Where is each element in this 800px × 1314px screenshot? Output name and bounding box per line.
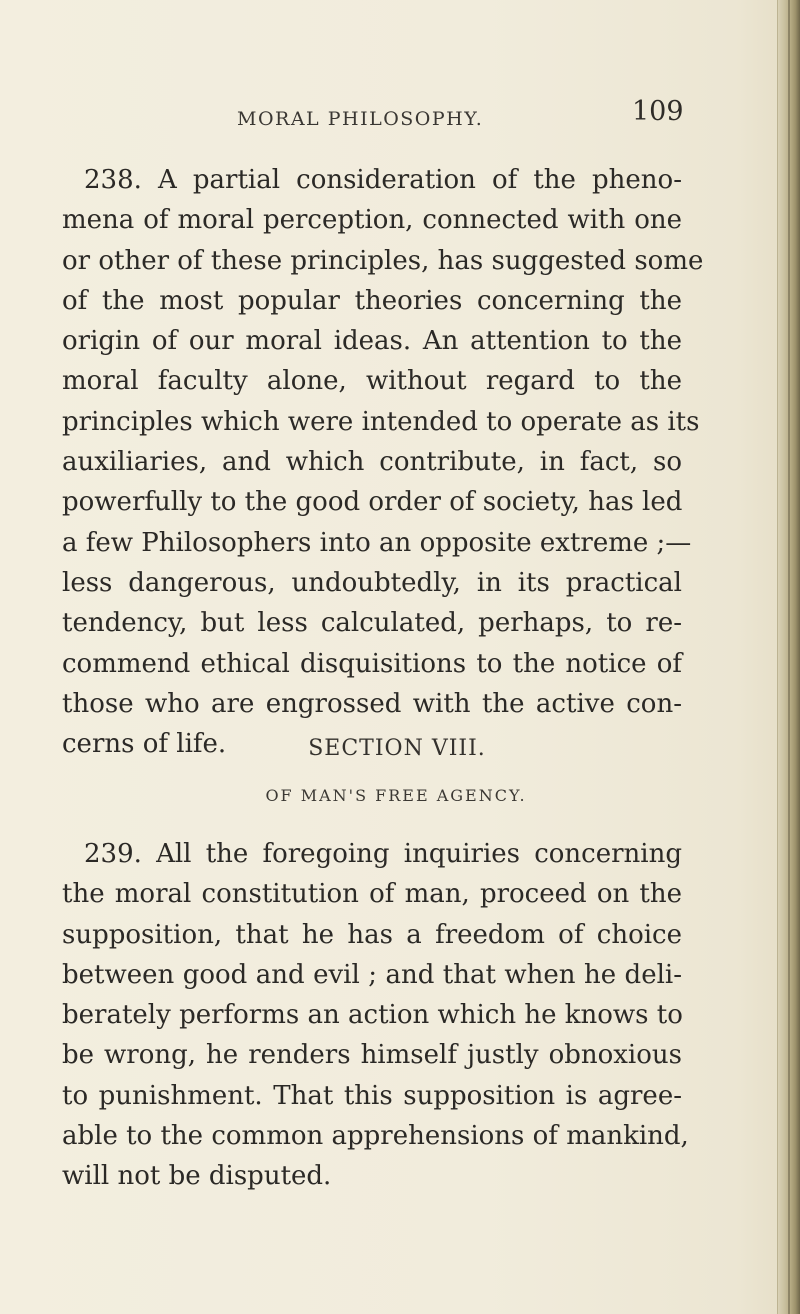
text-line: origin of our moral ideas. An attention to the <box>62 326 682 357</box>
text-line: commend ethical disquisitions to the notice of <box>62 648 682 679</box>
text-line: tendency, but less calculated, perhaps, to re- <box>62 608 682 639</box>
text-line: supposition, that he has a freedom of choice <box>62 919 682 950</box>
text-line: 239. All the foregoing inquiries concerning <box>84 839 682 869</box>
paragraph-238 <box>62 160 704 764</box>
text-line: of the most popular theories concerning the <box>62 285 682 316</box>
text-line: berately performs an action which he knows to <box>62 1000 683 1031</box>
text-line: powerfully to the good order of society, has led <box>62 487 683 518</box>
section-subtitle-text: OF MAN'S FREE AGENCY. <box>265 786 527 805</box>
text-line: the moral constitution of man, proceed on the <box>62 879 682 910</box>
text-line: able to the common apprehensions of mankind, <box>62 1121 689 1152</box>
text-line: those who are engrossed with the active con- <box>62 688 682 719</box>
running-head <box>0 88 800 128</box>
binding-edge <box>788 0 790 1314</box>
text-line: to punishment. That this supposition is agree- <box>62 1080 682 1111</box>
running-title: MORAL PHILOSOPHY. <box>237 108 484 130</box>
text-line: 238. A partial consideration of the pheno- <box>84 165 682 195</box>
text-line: or other of these principles, has suggested some <box>62 245 704 276</box>
text-line: less dangerous, undoubtedly, in its practical <box>62 567 682 598</box>
text-line: a few Philosophers into an opposite extreme ;— <box>62 527 692 558</box>
section-subtitle <box>0 786 800 805</box>
text-line: be wrong, he renders himself justly obnoxious <box>62 1040 682 1071</box>
text-line: between good and evil ; and that when he deli- <box>62 959 682 990</box>
page-gutter <box>777 0 800 1314</box>
section-heading <box>0 736 800 761</box>
text-line: principles which were intended to operate as its <box>62 406 700 437</box>
text-line: mena of moral perception, connected with one <box>62 205 682 236</box>
page-number: 109 <box>632 96 684 127</box>
text-line: auxiliaries, and which contribute, in fact, so <box>62 447 682 478</box>
text-line: moral faculty alone, without regard to the <box>62 366 682 397</box>
text-line: will not be disputed. <box>62 1161 332 1192</box>
section-heading-text: SECTION VIII. <box>308 736 486 761</box>
text-line: cerns of life. <box>62 729 227 760</box>
paragraph-239 <box>62 834 689 1197</box>
